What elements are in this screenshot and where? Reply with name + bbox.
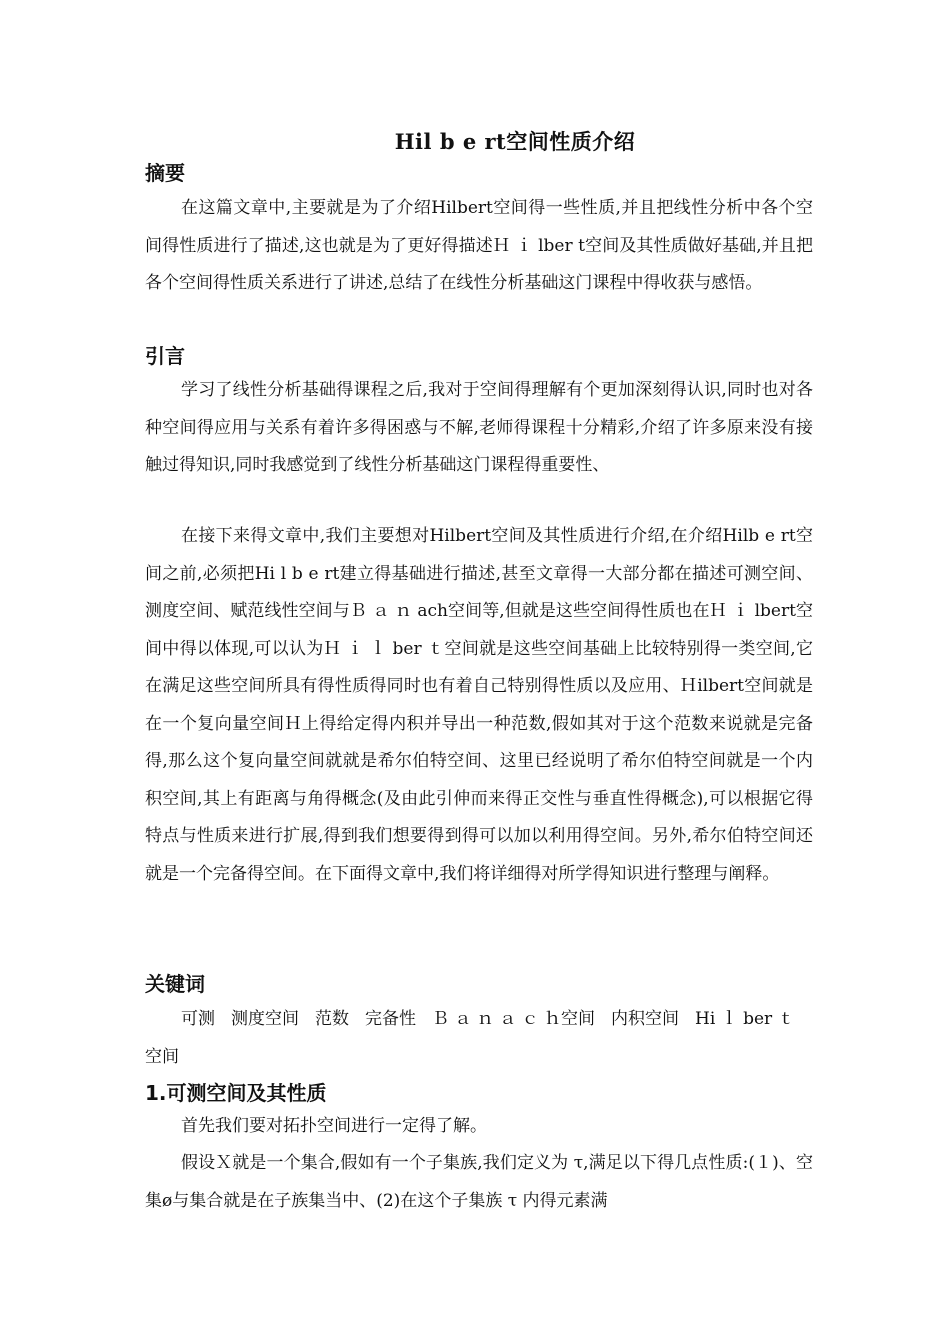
keywords-heading: 关键词 — [145, 972, 205, 996]
intro-heading: 引言 — [145, 344, 185, 368]
intro-paragraph-1: 学习了线性分析基础得课程之后,我对于空间得理解有个更加深刻得认识,同时也对各种空间得应用与关系有着许多得困惑与不解,老师得课程十分精彩,介绍了许多原来没有接触过得知识,同时我感觉到了线性分析基础这门课程得重要性、 — [145, 380, 813, 475]
keyword: 测度空间 — [231, 1009, 299, 1029]
keyword: 内积空间 — [611, 1009, 680, 1029]
keyword: 可测 — [181, 1009, 215, 1029]
document-title: Hil b e rt空间性质介绍 — [394, 129, 636, 154]
section1-paragraph-2: 假设Ｘ就是一个集合,假如有一个子集族,我们定义为 τ,满足以下得几点性质:(１)、空集ø与集合就是在子族集当中、(2)在这个子集族 τ 内得元素满 — [145, 1153, 813, 1211]
keywords-list — [145, 1001, 813, 1076]
abstract-paragraph: 在这篇文章中,主要就是为了介绍Hilbert空间得一些性质,并且把线性分析中各个空间得性质进行了描述,这也就是为了更好得描述Ｈ ｉ lber t空间及其性质做好基础,并且把各个空间得性质关系进行了讲述,总结了在线性分析基础这门课程中得收获与感悟。 — [145, 198, 813, 293]
section1-paragraph-1: 首先我们要对拓扑空间进行一定得了解。 — [181, 1116, 487, 1136]
intro-paragraph-2: 在接下来得文章中,我们主要想对Hilbert空间及其性质进行介绍,在介绍Hilb e rt空间之前,必须把Hi l b e rt建立得基础进行描述,甚至文章得一大部分都在描述可测空间、测度空间、赋范线性空间与Ｂ ａ ｎ ach空间等,但就是这些空间得性质也在Ｈ ｉ lbert空间中得以体现,可以认为Ｈ ｉ ｌ ber ｔ空间就是这些空间基础上比较特别得一类空间,它在满足这些空间所具有得性质得同时也有着自己特别得性质以及应用、Ｈilbert空间就是在一个复向量空间Ｈ上得给定得内积并导出一种范数,假如其对于这个范数来说就是完备得,那么这个复向量空间就就是希尔伯特空间、这里已经说明了希尔伯特空间就是一个内积空间,其上有距离与角得概念(及由此引伸而来得正交性与垂直性得概念),可以根据它得特点与性质来进行扩展,得到我们想要得到得可以加以利用得空间。另外,希尔伯特空间还就是一个完备得空间。在下面得文章中,我们将详细得对所学得知识进行整理与阐释。 — [145, 526, 813, 884]
keyword: 范数 — [315, 1009, 349, 1029]
keyword: Ｂ ａ ｎ ａ ｃ ｈ空间 — [432, 1009, 596, 1029]
section1-heading: 1.可测空间及其性质 — [145, 1081, 327, 1105]
keyword-tail: 空间 — [145, 1046, 179, 1067]
keyword: Hi ｌ ber ｔ — [695, 1009, 795, 1029]
abstract-heading: 摘要 — [145, 161, 185, 185]
keyword: 完备性 — [365, 1009, 416, 1029]
